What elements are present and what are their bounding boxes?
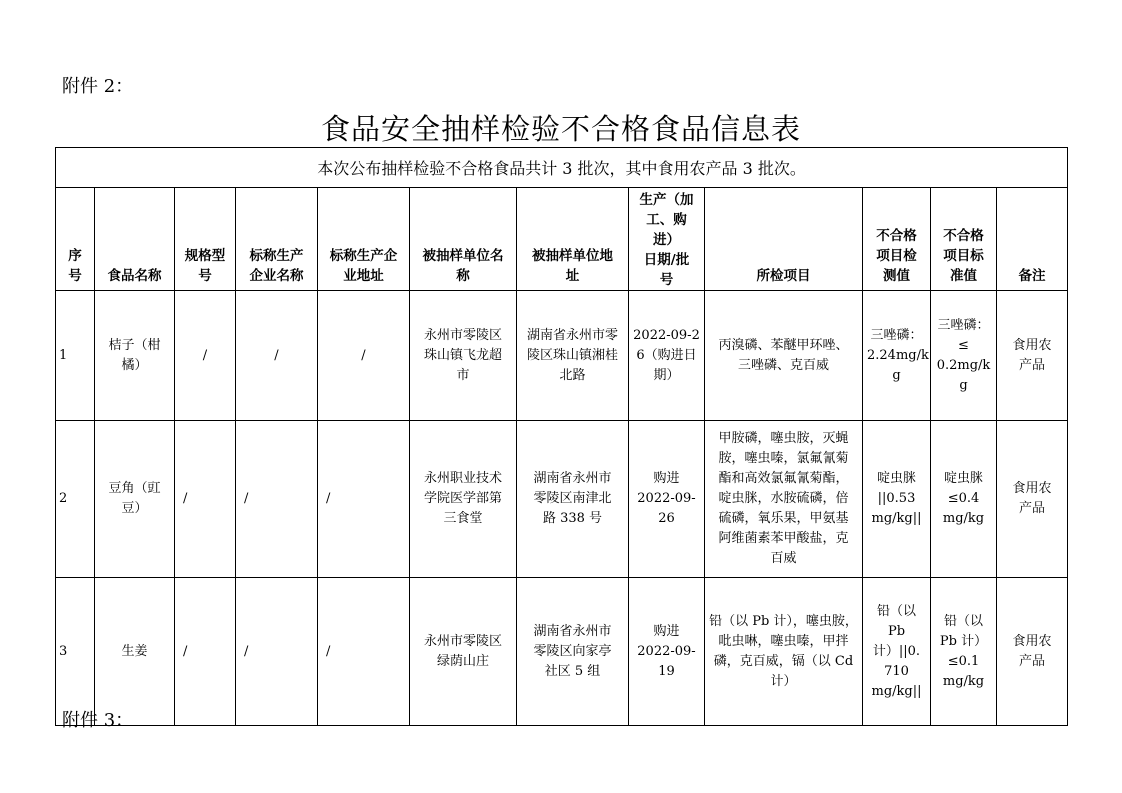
- attachment-label-bottom: 附件 3：: [62, 710, 134, 731]
- cell-standard-value: 铅（以 Pb 计） ≤0.1 mg/kg: [931, 578, 997, 726]
- cell-spec: /: [175, 578, 236, 726]
- cell-result-value: 三唑磷： 2.24mg/k g: [863, 291, 931, 421]
- cell-producer: /: [236, 291, 318, 421]
- cell-food-name: 桔子（柑 橘）: [95, 291, 175, 421]
- header-sampled-address: 被抽样单位地 址: [517, 188, 629, 291]
- cell-tested-items: 铅（以 Pb 计），噻虫胺， 吡虫啉，噻虫嗪，甲拌 磷，克百威，镉（以 Cd 计）: [705, 578, 863, 726]
- cell-remark: 食用农 产品: [997, 421, 1068, 578]
- cell-seq: 3: [56, 578, 95, 726]
- cell-date: 购进 2022-09- 26: [629, 421, 705, 578]
- header-producer-address: 标称生产企 业地址: [318, 188, 410, 291]
- summary-row: 本次公布抽样检验不合格食品共计 3 批次，其中食用农产品 3 批次。: [56, 148, 1068, 188]
- cell-result-value: 铅（以 Pb 计）||0. 710 mg/kg||: [863, 578, 931, 726]
- header-food-name: 食品名称: [95, 188, 175, 291]
- cell-sampled-address: 湖南省永州市 零陵区南津北 路 338 号: [517, 421, 629, 578]
- cell-remark: 食用农 产品: [997, 291, 1068, 421]
- cell-food-name: 生姜: [95, 578, 175, 726]
- header-producer: 标称生产 企业名称: [236, 188, 318, 291]
- table-header-row: [56, 188, 1068, 291]
- table-row: [56, 578, 1068, 726]
- cell-seq: 1: [56, 291, 95, 421]
- cell-producer: /: [236, 578, 318, 726]
- cell-sampled-address: 湖南省永州市 零陵区向家亭 社区 5 组: [517, 578, 629, 726]
- cell-producer-address: /: [318, 578, 410, 726]
- cell-sampled-unit: 永州市零陵区 珠山镇飞龙超 市: [410, 291, 517, 421]
- cell-producer: /: [236, 421, 318, 578]
- cell-tested-items: 丙溴磷、苯醚甲环唑、 三唑磷、克百威: [705, 291, 863, 421]
- cell-producer-address: /: [318, 421, 410, 578]
- cell-sampled-unit: 永州市零陵区 绿荫山庄: [410, 578, 517, 726]
- cell-spec: /: [175, 291, 236, 421]
- header-result-value: 不合格 项目检 测值: [863, 188, 931, 291]
- header-date: 生产（加 工、购进） 日期/批 号: [629, 188, 705, 291]
- cell-sampled-address: 湖南省永州市零 陵区珠山镇湘桂 北路: [517, 291, 629, 421]
- header-spec: 规格型 号: [175, 188, 236, 291]
- table-row: [56, 421, 1068, 578]
- cell-standard-value: 啶虫脒 ≤0.4 mg/kg: [931, 421, 997, 578]
- cell-seq: 2: [56, 421, 95, 578]
- page-title: 食品安全抽样检验不合格食品信息表: [320, 112, 801, 146]
- header-seq: 序 号: [56, 188, 95, 291]
- cell-remark: 食用农 产品: [997, 578, 1068, 726]
- unqualified-food-table: [55, 147, 1068, 726]
- header-tested-items: 所检项目: [705, 188, 863, 291]
- cell-tested-items: 甲胺磷，噻虫胺，灭蝇 胺，噻虫嗪，氯氟氰菊 酯和高效氯氟氰菊酯， 啶虫脒，水胺硫磷，倍 硫磷，氧乐果，甲氨基 阿维菌素苯甲酸盐，克 百威: [705, 421, 863, 578]
- cell-producer-address: /: [318, 291, 410, 421]
- cell-result-value: 啶虫脒 ||0.53 mg/kg||: [863, 421, 931, 578]
- cell-sampled-unit: 永州职业技术 学院医学部第 三食堂: [410, 421, 517, 578]
- attachment-label-top: 附件 2：: [62, 76, 134, 97]
- cell-food-name: 豆角（豇 豆）: [95, 421, 175, 578]
- table-row: [56, 291, 1068, 421]
- cell-date: 购进 2022-09- 19: [629, 578, 705, 726]
- cell-spec: /: [175, 421, 236, 578]
- header-sampled-unit: 被抽样单位名 称: [410, 188, 517, 291]
- header-standard-value: 不合格 项目标 准值: [931, 188, 997, 291]
- header-remark: 备注: [997, 188, 1068, 291]
- cell-date: 2022-09-2 6（购进日 期）: [629, 291, 705, 421]
- cell-standard-value: 三唑磷： ≤ 0.2mg/k g: [931, 291, 997, 421]
